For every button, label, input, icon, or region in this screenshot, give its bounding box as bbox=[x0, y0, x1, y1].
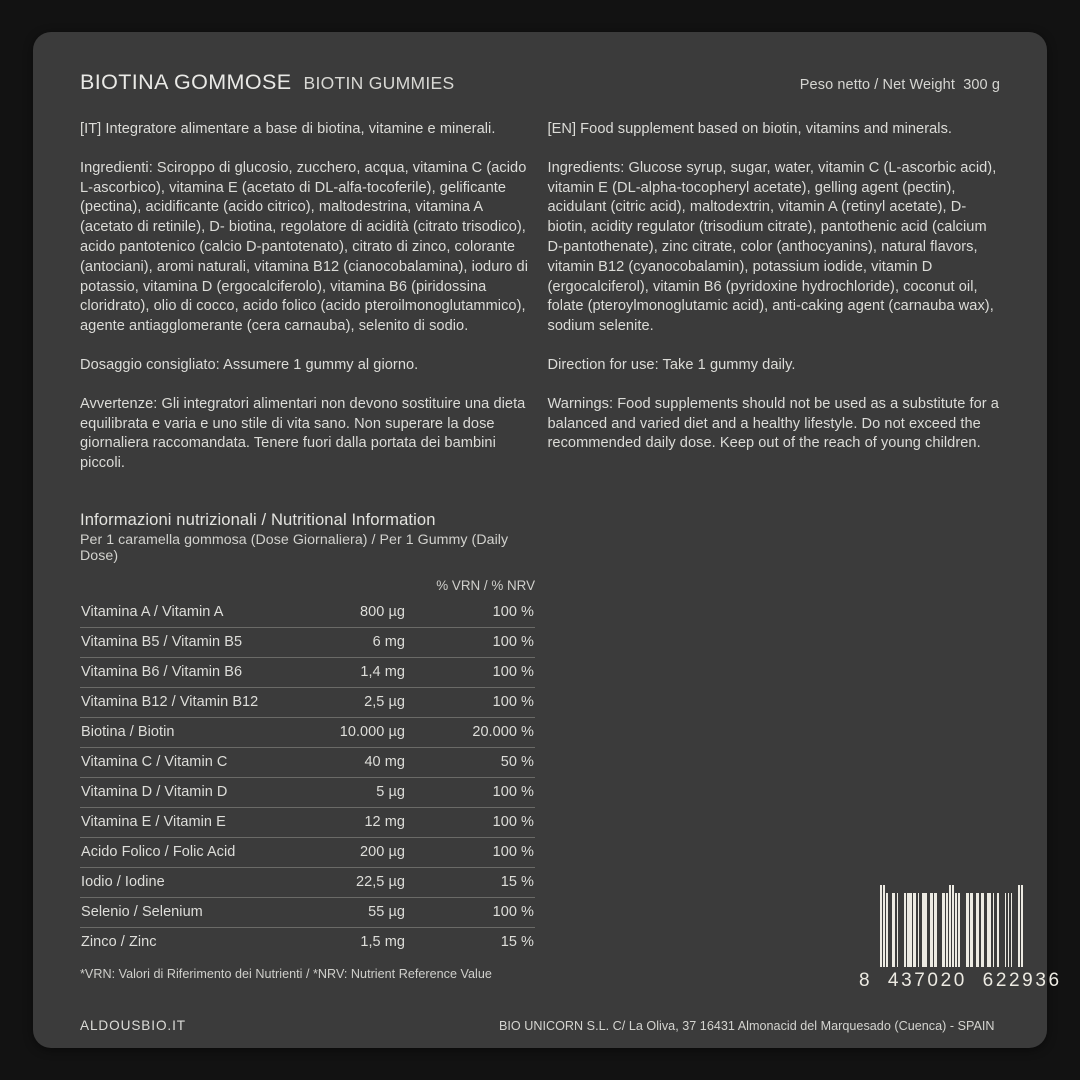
nutrition-cell-name: Vitamina B5 / Vitamin B5 bbox=[80, 627, 305, 657]
website-url[interactable]: ALDOUSBIO.IT bbox=[80, 1018, 186, 1033]
nutrition-cell-name: Iodio / Iodine bbox=[80, 867, 305, 897]
barcode-bar bbox=[1021, 885, 1023, 967]
nutrition-row bbox=[80, 927, 535, 957]
barcode-bars bbox=[859, 885, 1044, 967]
nutrition-cell-amount: 40 mg bbox=[305, 747, 405, 777]
nutrition-row bbox=[80, 897, 535, 927]
english-intro: [EN] Food supplement based on biotin, vitamins and minerals. bbox=[547, 121, 953, 137]
language-columns bbox=[80, 120, 1000, 474]
net-weight: Peso netto / Net Weight 300 g bbox=[799, 77, 1000, 93]
product-title-italian: BIOTINA GOMMOSE bbox=[80, 70, 292, 94]
nutrition-row bbox=[80, 717, 535, 747]
nutrition-footnote: *VRN: Valori di Riferimento dei Nutrienti / *NRV: Nutrient Reference Value bbox=[80, 966, 492, 981]
label-footer bbox=[80, 1018, 1000, 1033]
nutrition-cell-percent: 15 % bbox=[405, 867, 535, 897]
header-percent: % VRN / % NRV bbox=[436, 577, 535, 593]
nutrition-cell-percent: 50 % bbox=[405, 747, 535, 777]
product-label-card bbox=[33, 32, 1062, 1048]
product-title-group bbox=[80, 70, 454, 95]
nutrition-cell-name: Vitamina A / Vitamin A bbox=[81, 604, 224, 621]
nutrition-cell-name: Vitamina C / Vitamin C bbox=[80, 747, 305, 777]
nutrition-cell-amount: 800 µg bbox=[360, 604, 405, 621]
nutrition-cell-percent: 20.000 % bbox=[405, 717, 535, 747]
nutrition-cell-percent: 100 % bbox=[492, 604, 534, 621]
nutrition-row bbox=[80, 627, 535, 657]
nutrition-cell-percent: 100 % bbox=[405, 807, 535, 837]
nutrition-cell-name: Vitamina E / Vitamin E bbox=[80, 807, 305, 837]
italian-ingredients: Ingredienti: Sciroppo di glucosio, zucchero, acqua, vitamina C (acido L-ascorbico), vitamina E (acetato di DL-alfa-tocoferile), gelificante (pectina), acidificante (acido citrico), maltodestrina, vitamina A (acetato di retinile), D- biotina, regolatore di acidità (citrato trisodico), acido pantotenico (calcio D-pantotenato), citrato di zinco, colorante (antociani), aromi naturali, vitamina B12 (cianocobalamina), ioduro di potassio, vitamina D (ergocalciferolo), vitamina B6 (piridossina cloridrato), olio di cocco, acido folico (acido pteroilmonoglutammico), agente antiagglomerante (cera carnauba), selenito di sodio. bbox=[80, 159, 529, 335]
nutrition-subtitle: Per 1 caramella gommosa (Dose Giornaliera) / Per 1 Gummy (Daily Dose) bbox=[80, 531, 509, 564]
italian-warnings: Avvertenze: Gli integratori alimentari non devono sostituire una dieta equilibrata e varia e uno stile di vita sano. Non superare la dose giornaliera raccomandata. Tenere fuori dalla portata dei bambini piccoli. bbox=[80, 395, 526, 472]
nutrition-row bbox=[80, 598, 535, 628]
nutrition-cell-percent: 100 % bbox=[405, 897, 535, 927]
company-address: BIO UNICORN S.L. C/ La Oliva, 37 16431 Almonacid del Marquesado (Cuenca) - SPAIN bbox=[498, 1019, 995, 1033]
nutrition-row bbox=[80, 687, 535, 717]
nutrition-cell-amount: 1,4 mg bbox=[305, 657, 405, 687]
nutrition-cell-amount: 5 µg bbox=[305, 777, 405, 807]
nutrition-cell-name: Selenio / Selenium bbox=[80, 897, 305, 927]
header-amount bbox=[305, 578, 405, 598]
nutrition-row bbox=[80, 777, 535, 807]
english-warnings: Warnings: Food supplements should not be used as a substitute for a balanced and varied diet and a healthy lifestyle. Do not exceed the recommended daily dose. Keep out of the reach of young children. bbox=[547, 395, 999, 452]
nutrition-section bbox=[80, 510, 535, 981]
product-title-english: BIOTIN GUMMIES bbox=[303, 73, 455, 93]
nutrition-table-body bbox=[80, 598, 535, 957]
nutrition-title: Informazioni nutrizionali / Nutritional Information bbox=[80, 509, 436, 529]
barcode bbox=[859, 885, 1062, 992]
nutrition-cell-amount: 1,5 mg bbox=[305, 927, 405, 957]
english-ingredients: Ingredients: Glucose syrup, sugar, water, vitamin C (L-ascorbic acid), vitamin E (DL-alpha-tocopheryl acetate), gelling agent (pectin), acidulant (citric acid), maltodextrin, vitamin A (retinyl acetate), D-biotin, acidity regulator (trisodium citrate), pantothenic acid (calcium D-pantothenate), zinc citrate, color (anthocyanins), natural flavors, vitamin B12 (cyanocobalamin), potassium iodide, vitamin D (ergocalciferol), vitamin B6 (pyridoxine hydrochloride), coconut oil, folate (pteroylmonoglutamic acid), anti-caking agent (carnauba wax), sodium selenite. bbox=[547, 159, 997, 335]
english-column bbox=[548, 120, 1001, 474]
nutrition-cell-percent: 100 % bbox=[405, 627, 535, 657]
english-dosage: Direction for use: Take 1 gummy daily. bbox=[547, 356, 796, 373]
nutrition-cell-name: Biotina / Biotin bbox=[80, 717, 305, 747]
nutrition-cell-percent: 15 % bbox=[405, 927, 535, 957]
italian-intro: [IT] Integratore alimentare a base di biotina, vitamine e minerali. bbox=[80, 121, 496, 137]
nutrition-cell-amount: 200 µg bbox=[305, 837, 405, 867]
nutrition-cell-name: Vitamina B6 / Vitamin B6 bbox=[80, 657, 305, 687]
nutrition-row bbox=[80, 867, 535, 897]
label-header bbox=[80, 70, 1000, 95]
nutrition-cell-amount: 12 mg bbox=[305, 807, 405, 837]
nutrition-table bbox=[80, 578, 535, 957]
nutrition-cell-name: Acido Folico / Folic Acid bbox=[80, 837, 305, 867]
nutrition-cell-percent: 100 % bbox=[405, 657, 535, 687]
nutrition-cell-amount: 10.000 µg bbox=[305, 717, 405, 747]
nutrition-table-header-row bbox=[80, 578, 535, 598]
nutrition-cell-amount: 6 mg bbox=[305, 627, 405, 657]
nutrition-cell-percent: 100 % bbox=[405, 687, 535, 717]
nutrition-cell-amount: 55 µg bbox=[305, 897, 405, 927]
nutrition-row bbox=[80, 747, 535, 777]
italian-dosage: Dosaggio consigliato: Assumere 1 gummy al giorno. bbox=[80, 356, 419, 373]
nutrition-row bbox=[80, 657, 535, 687]
nutrition-cell-percent: 100 % bbox=[405, 837, 535, 867]
barcode-number: 8 437020 622936 bbox=[859, 970, 1062, 991]
italian-column bbox=[80, 120, 533, 474]
label-content bbox=[80, 70, 1062, 1033]
nutrition-cell-name: Vitamina B12 / Vitamin B12 bbox=[80, 687, 305, 717]
nutrition-cell-amount: 2,5 µg bbox=[305, 687, 405, 717]
nutrition-cell-name: Zinco / Zinc bbox=[80, 927, 305, 957]
nutrition-cell-name: Vitamina D / Vitamin D bbox=[80, 777, 305, 807]
nutrition-cell-amount: 22,5 µg bbox=[305, 867, 405, 897]
nutrition-row bbox=[80, 807, 535, 837]
header-nutrient bbox=[80, 578, 305, 598]
nutrition-row bbox=[80, 837, 535, 867]
nutrition-cell-percent: 100 % bbox=[405, 777, 535, 807]
